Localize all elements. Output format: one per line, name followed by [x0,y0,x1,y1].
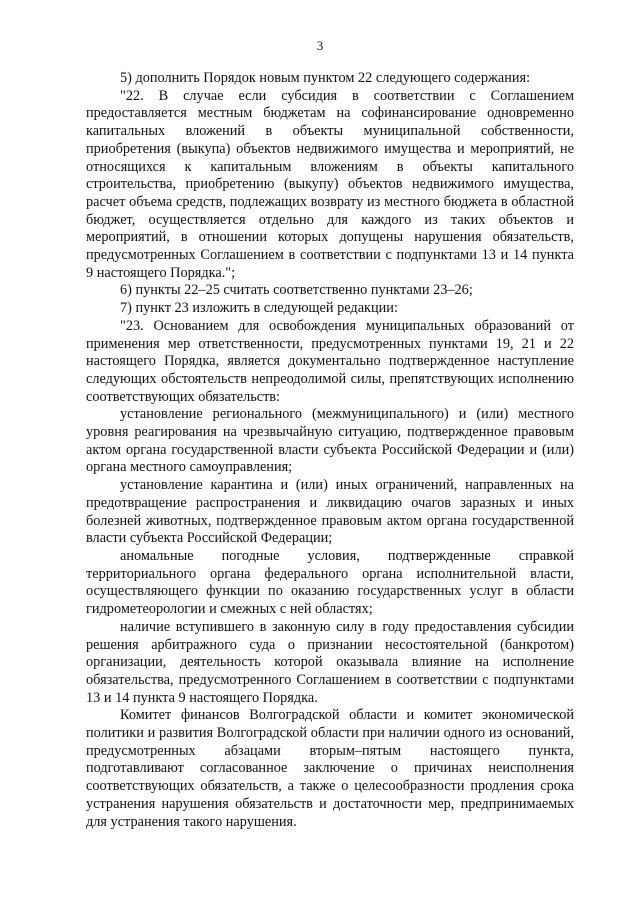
paragraph-point-23: "23. Основанием для освобождения муниципальных образований от применения мер ответственности, предусмотренных пунктами 19, 21 и 22 настоящего Порядка, является документально подтвержденное наступление следующих обстоятельств непреодолимой силы, препятствующих исполнению соответствующих обязательств: [86,317,574,405]
paragraph-weather: аномальные погодные условия, подтвержденные справкой территориального органа федерального органа исполнительной власти, осуществляющего функции по оказанию государственных услуг в области гидрометеорологии и смежных с ней областях; [86,547,574,618]
paragraph-item-7: 7) пункт 23 изложить в следующей редакции: [120,300,398,317]
paragraph-quarantine: установление карантина и (или) иных ограничений, направленных на предотвращение распространения и ликвидацию очагов заразных и иных болезней животных, подтвержденное правовым актом органа государственной власти субъекта Российской Федерации; [86,477,574,547]
document-body [86,70,574,831]
paragraph-emergency-regime: установление регионального (межмуниципального) и (или) местного уровня реагирования на чрезвычайную ситуацию, подтвержденное правовым актом органа государственной власти субъекта Российской Федерации и (или) органа местного самоуправления; [86,406,574,476]
page-number: 3 [316,38,324,53]
paragraph-new-point-22: "22. В случае если субсидия в соответствии с Соглашением предоставляется местным бюджетам на софинансирование одновременно капитальных вложений в объекты муниципальной собственности, приобретения (выкупа) объектов недвижимого имущества и мероприятий, не относящихся к капитальным вложениям в объекты капитального строительства, приобретению (выкупу) объектов недвижимого имущества, расчет объема средств, подлежащих возврату из местного бюджета в областной бюджет, осуществляется отдельно для каждого из таких объектов и мероприятий, в отношении которых допущены нарушения обязательств, предусмотренных Соглашением в соответствии с подпунктами 13 и 14 пункта 9 настоящего Порядка."; [86,87,574,281]
paragraph-item-5: 5) дополнить Порядок новым пунктом 22 следующего содержания: [120,70,531,86]
paragraph-finance-committee: Комитет финансов Волгоградской области и комитет экономической политики и развития Волгоградской области при наличии одного из оснований, предусмотренных абзацами вторым–пятым настоящего пункта, подготавливают согласованное заключение о причинах неисполнения соответствующих обязательств, а также о целесообразности продления срока устранения нарушения обязательств и достаточности мер, предпринимаемых для устранения такого нарушения. [86,707,574,830]
paragraph-bankruptcy: наличие вступившего в законную силу в году предоставления субсидии решения арбитражного суда о признании несостоятельной (банкротом) организации, деятельность которой оказывала влияние на исполнение обязательства, предусмотренного Соглашением в соответствии с подпунктами 13 и 14 пункта 9 настоящего Порядка. [86,618,574,706]
paragraph-item-6: 6) пункты 22–25 считать соответственно пунктами 23–26; [120,282,473,299]
